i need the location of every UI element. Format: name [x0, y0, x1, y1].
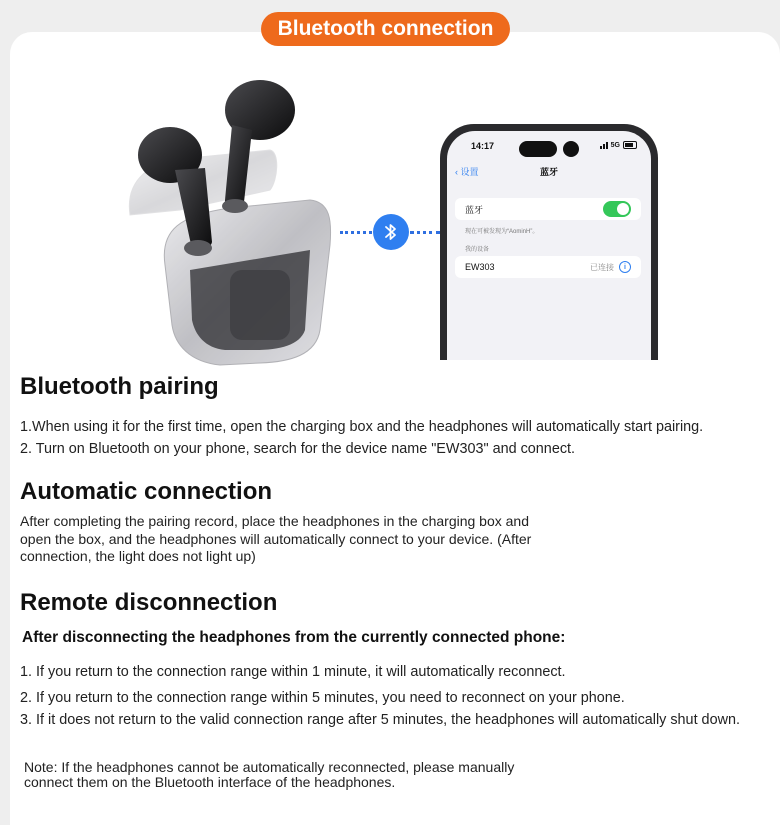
discoverable-note: 现在可被发现为“AominH”。 [465, 229, 539, 235]
info-icon[interactable]: i [619, 261, 631, 273]
pairing-heading: Bluetooth pairing [20, 373, 219, 400]
bluetooth-row-label: 蓝牙 [465, 204, 484, 215]
phone-mockup [440, 124, 658, 360]
remote-heading: Remote disconnection [20, 589, 278, 616]
bluetooth-toggle[interactable] [603, 201, 631, 217]
network-label: 5G [610, 141, 620, 149]
device-row[interactable] [455, 256, 641, 278]
connection-line-right [410, 231, 440, 234]
pairing-step: 2. Turn on Bluetooth on your phone, search for the device name "EW303" and connect. [20, 441, 576, 457]
status-time: 14:17 [471, 141, 495, 151]
note-text: Note: If the headphones cannot be automatically reconnected, please manually connect them on the Bluetooth interface of the headphones. [24, 759, 515, 790]
banner-title: Bluetooth connection [261, 12, 510, 46]
remote-item: 1. If you return to the connection range within 1 minute, it will automatically reconnect. [20, 664, 566, 680]
nav-bar [447, 165, 651, 183]
earbuds-case-image [120, 70, 350, 370]
bluetooth-row [455, 198, 641, 220]
dynamic-island [519, 141, 557, 157]
chevron-left-icon: ‹ [455, 167, 461, 177]
camera-dot [563, 141, 579, 157]
nav-title: 蓝牙 [539, 167, 558, 177]
remote-item: 3. If it does not return to the valid connection range after 5 minutes, the headphones will automatically shut down. [20, 712, 740, 728]
my-devices-header: 我的设备 [465, 247, 490, 253]
device-name: EW303 [465, 262, 495, 272]
automatic-heading: Automatic connection [20, 478, 273, 505]
bluetooth-icon [373, 214, 409, 250]
pairing-step: 1.When using it for the first time, open the charging box and the headphones will automatically start pairing. [20, 419, 704, 435]
automatic-body: After completing the pairing record, place the headphones in the charging box and open the box, and the headphones will automatically connect to your device. (After connection, the light does not light up) [20, 513, 532, 564]
phone-screen [447, 131, 651, 360]
device-status: 已连接 [590, 262, 614, 272]
signal-indicators [600, 141, 637, 149]
connection-line-left [340, 231, 372, 234]
device-status-group [590, 261, 631, 273]
remote-item: 2. If you return to the connection range within 5 minutes, you need to reconnect on your phone. [20, 690, 625, 706]
back-label: 设置 [460, 167, 479, 177]
remote-lead: After disconnecting the headphones from the currently connected phone: [22, 629, 566, 646]
battery-icon [623, 141, 637, 149]
signal-bars-icon [600, 141, 608, 149]
status-bar [447, 139, 651, 159]
